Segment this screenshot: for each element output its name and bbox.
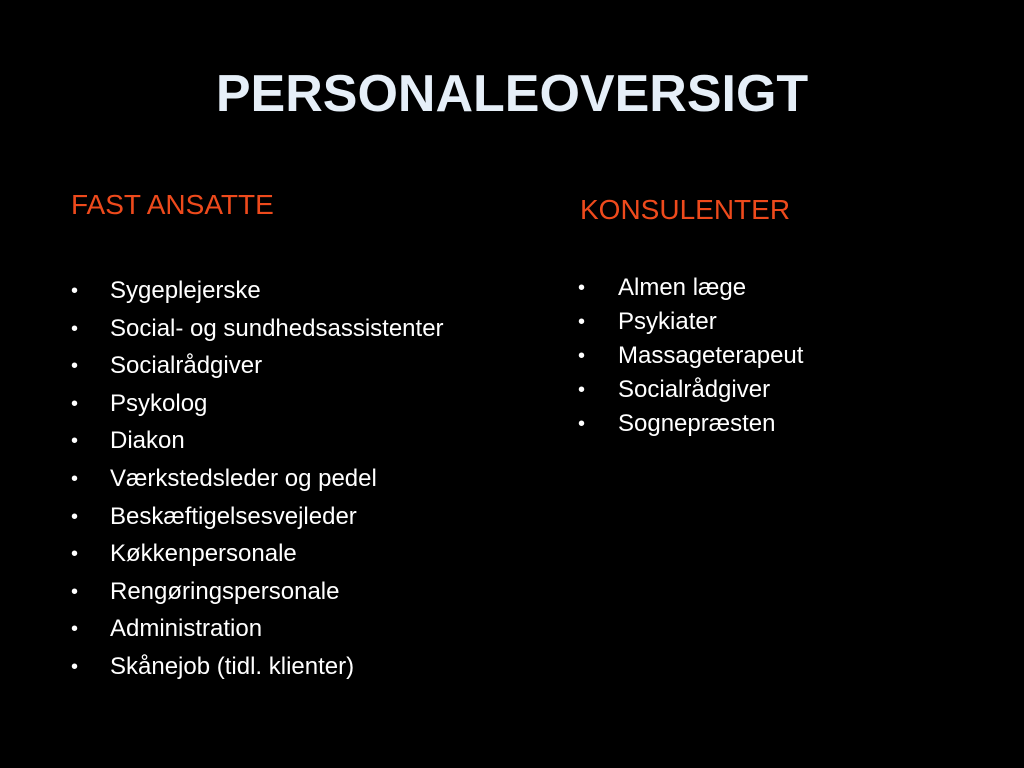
list-item [578,338,803,372]
list-item [578,304,803,338]
list-item-label: Sygeplejerske [110,277,261,304]
list-item-label: Skånejob (tidl. klienter) [110,652,355,680]
list-item-label: Administration [110,615,263,643]
list-item [71,649,444,687]
bullet-icon: • [71,543,79,566]
list-item-label: Diakon [110,427,185,455]
list-item-label: Social- og sundhedsassistenter [110,314,444,342]
bullet-icon: • [578,345,586,367]
list-item [71,348,444,386]
fast-ansatte-list [71,273,444,687]
slide-title: PERSONALEOVERSIGT [215,65,809,123]
list-item [71,461,444,499]
heading-konsulenter: KONSULENTER [580,194,791,225]
list-item-label: Sognepræsten [618,410,776,437]
heading-fast-ansatte: FAST ANSATTE [71,189,274,220]
list-item [578,270,803,304]
list-item-label: Socialrådgiver [618,376,771,403]
bullet-icon: • [71,317,79,340]
list-item [71,499,444,537]
list-item [71,386,444,424]
bullet-icon: • [578,277,586,299]
bullet-icon: • [578,413,586,435]
bullet-icon: • [578,379,586,401]
list-item-label: Psykiater [618,308,717,335]
bullet-icon: • [578,311,586,333]
list-item-label: Rengøringspersonale [110,577,340,605]
list-item-label: Psykolog [110,389,208,417]
bullet-icon: • [71,618,79,641]
list-item [71,423,444,461]
list-item [71,574,444,612]
list-item-label: Massageterapeut [618,342,804,369]
bullet-icon: • [71,355,79,378]
bullet-icon: • [71,430,79,453]
list-item [71,611,444,649]
list-item [578,372,803,406]
bullet-icon: • [71,280,79,302]
bullet-icon: • [71,467,79,490]
bullet-icon: • [71,580,79,603]
list-item-label: Almen læge [618,274,747,301]
list-item [71,536,444,574]
list-item [71,273,444,311]
list-item-label: Socialrådgiver [110,352,263,380]
bullet-icon: • [71,655,79,678]
list-item-label: Køkkenpersonale [110,540,297,568]
bullet-icon: • [71,505,79,528]
list-item [578,406,803,440]
konsulenter-list [578,270,803,440]
bullet-icon: • [71,392,79,415]
list-item [71,311,444,349]
list-item-label: Beskæftigelsesvejleder [110,502,357,530]
list-item-label: Værkstedsleder og pedel [110,464,377,492]
